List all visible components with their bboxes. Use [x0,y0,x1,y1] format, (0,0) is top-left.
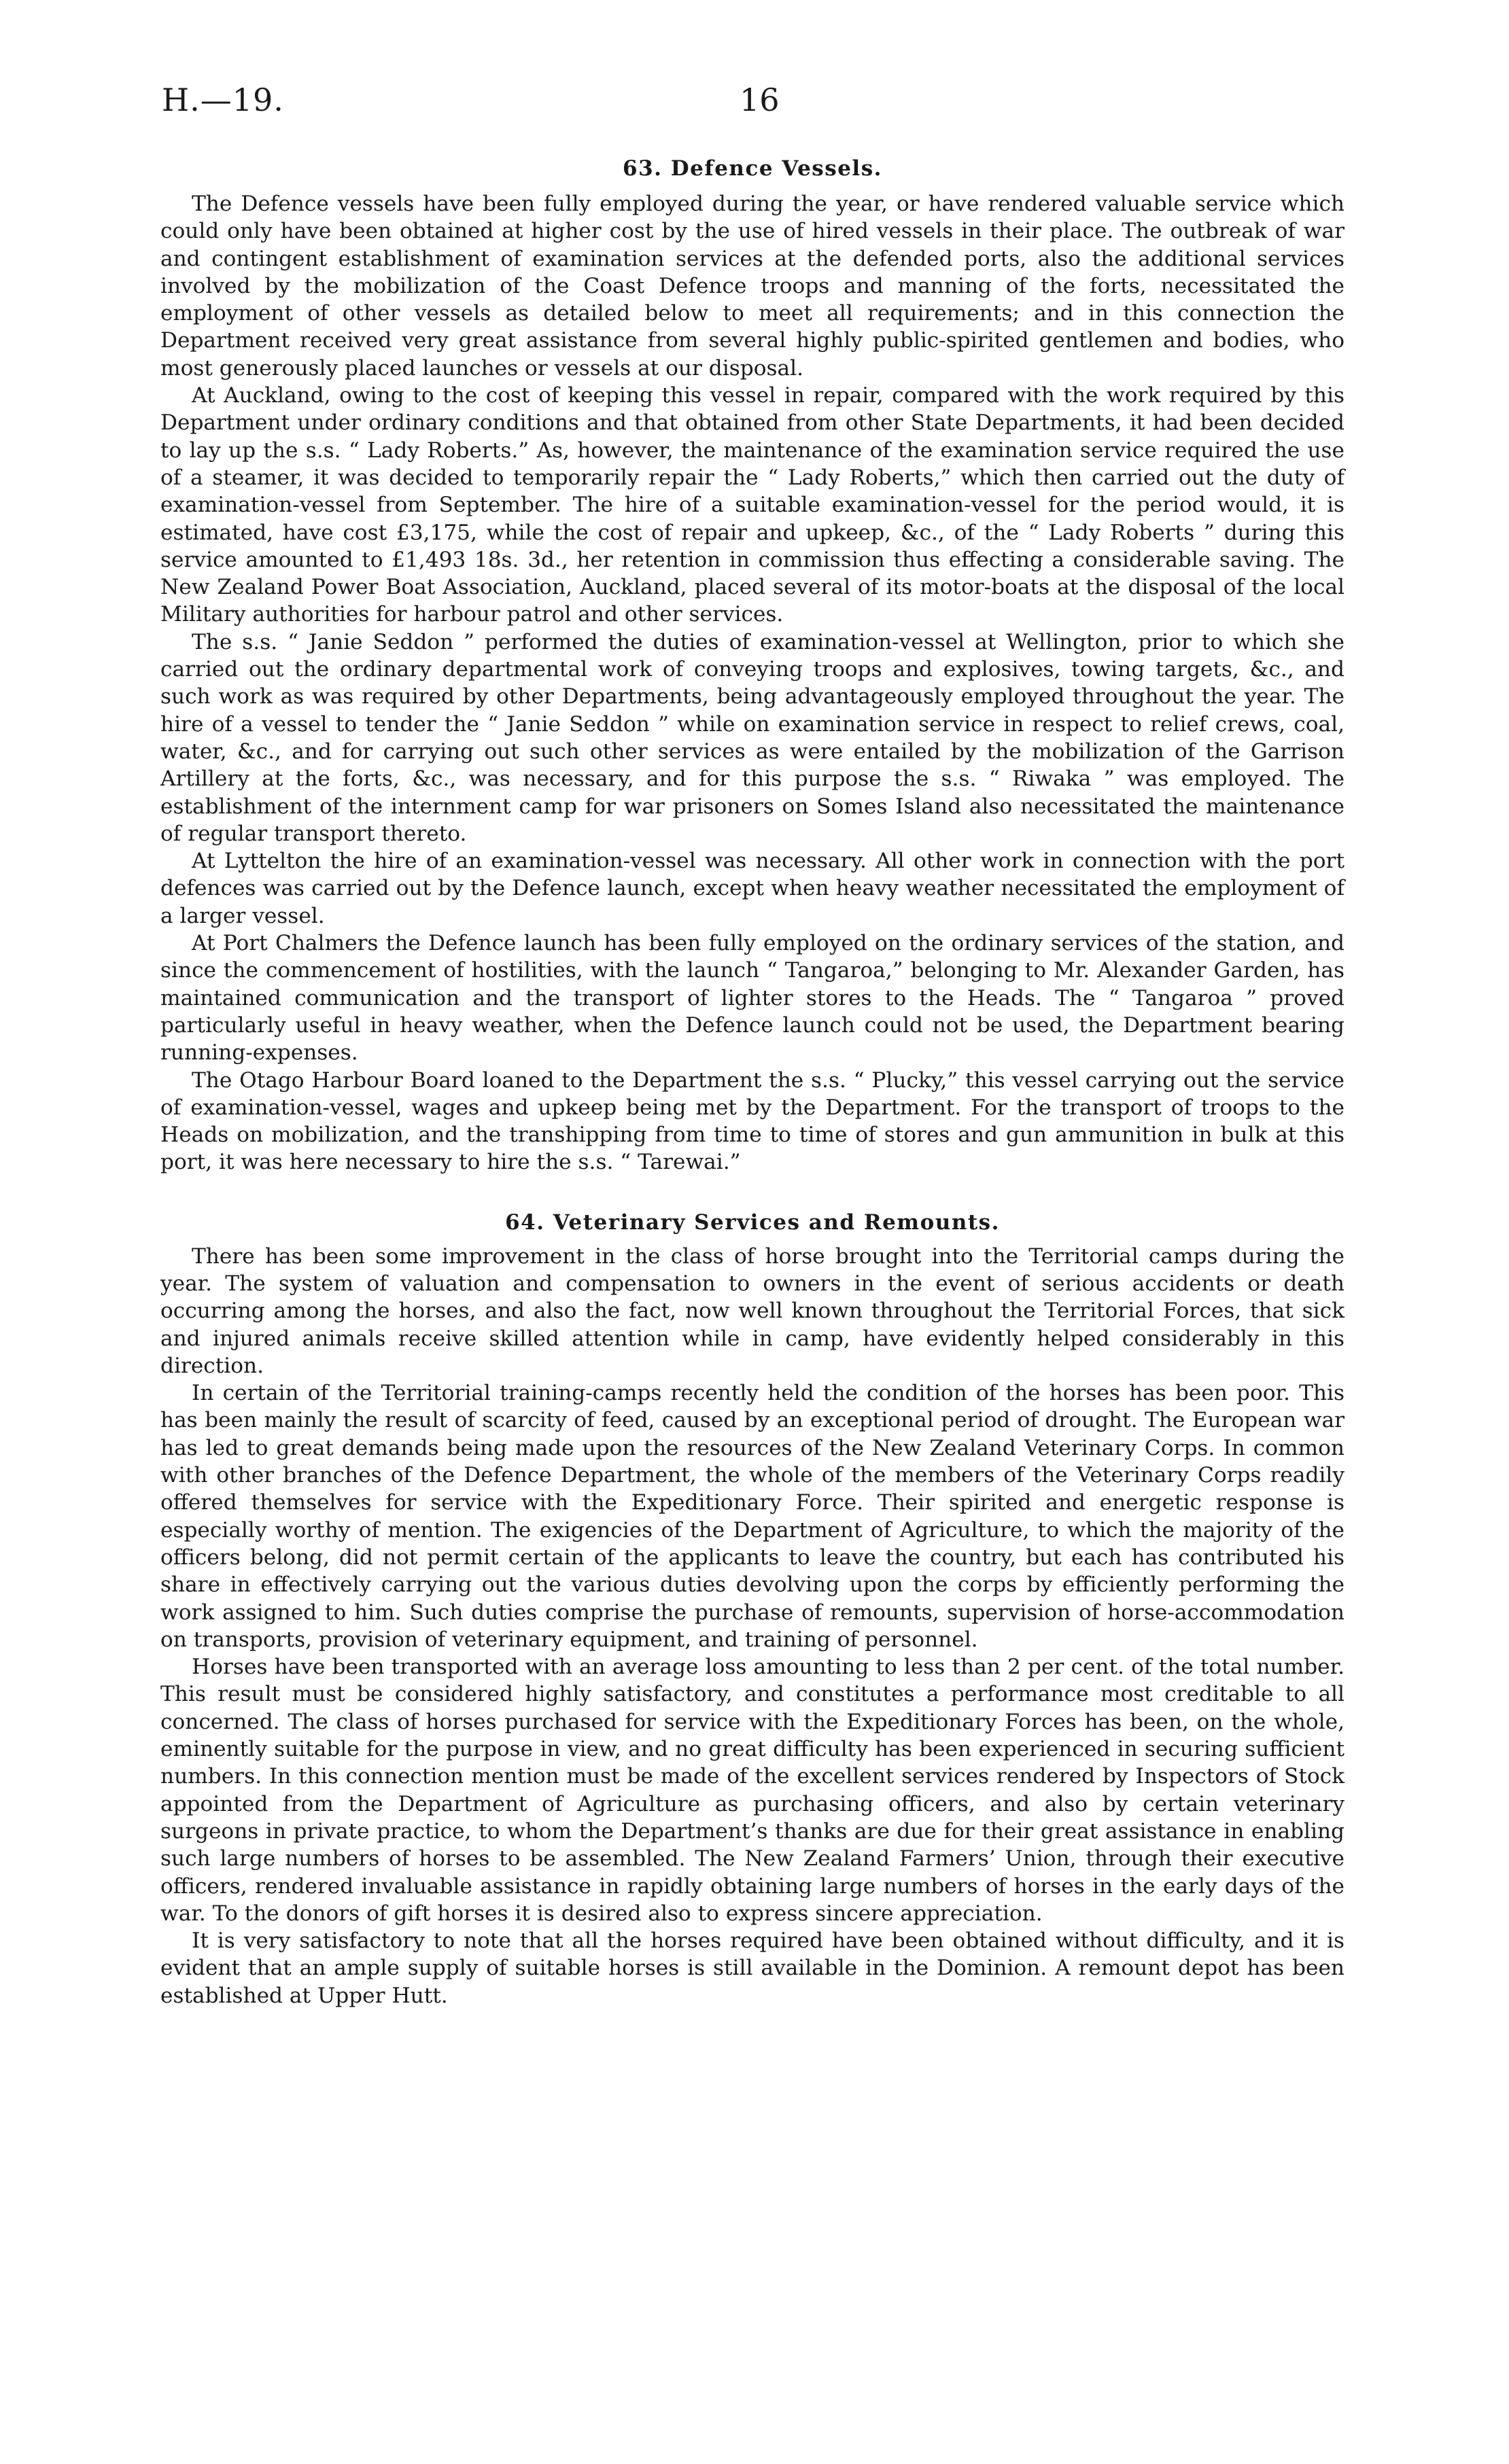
paragraph: At Port Chalmers the Defence launch has been fully employed on the ordinary services of the station, and since the commencement of hostilities, with the launch “ Tangaroa,” belonging to Mr. Alexander Garden, has maintained communication and the transport of lighter stores to the Heads. The “ Tangaroa ” proved particularly useful in heavy weather, when the Defence launch could not be used, the Department bearing running-expenses. [160,931,1345,1066]
section-heading: 63. Defence Vessels. [623,156,882,181]
paragraph: There has been some improvement in the class of horse brought into the Territorial camps during the year. The system of valuation and compensation to owners in the event of serious accidents or death occurring among the horses, and also the fact, now well known throughout the Territorial Forces, that sick and injured animals receive skilled attention while in camp, have evidently helped considerably in this direction. [160,1244,1345,1378]
paragraph: Horses have been transported with an average loss amounting to less than 2 per cent. of the total number. This result must be considered highly satisfactory, and constitutes a performance most creditable to all concerned. The class of horses purchased for service with the Expeditionary Forces has been, on the whole, eminently suitable for the purpose in view, and no great difficulty has been experienced in securing sufficient numbers. In this connection mention must be made of the excellent services rendered by Inspectors of Stock appointed from the Department of Agriculture as purchasing officers, and also by certain veterinary surgeons in private practice, to whom the Department’s thanks are due for their great assistance in enabling such large numbers of horses to be assembled. The New Zealand Farmers’ Union, through their executive officers, rendered invaluable assistance in rapidly obtaining large numbers of horses in the early days of the war. To the donors of gift horses it is desired also to express sincere appreciation. [160,1655,1345,1926]
paragraph: At Auckland, owing to the cost of keeping this vessel in repair, compared with the work required by this Department under ordinary conditions and that obtained from other State Departments, it had been decided to lay up the s.s. “ Lady Roberts.” As, however, the maintenance of the examination service required the use of a steamer, it was decided to temporarily repair the “ Lady Roberts,” which then carried out the duty of examination-vessel from September. The hire of a suitable examination-vessel for the period would, it is estimated, have cost £3,175, while the cost of repair and upkeep, &c., of the “ Lady Roberts ” during this service amounted to £1,493 18s. 3d., her retention in commission thus effecting a considerable saving. The New Zealand Power Boat Association, Auckland, placed several of its motor-boats at the disposal of the local Military authorities for harbour patrol and other services. [160,383,1345,627]
page-body [160,155,1345,2009]
paragraph: The s.s. “ Janie Seddon ” performed the duties of examination-vessel at Wellington, prior to which she carried out the ordinary departmental work of conveying troops and explosives, towing targets, &c., and such work as was required by other Departments, being advantageously employed throughout the year. The hire of a vessel to tender the “ Janie Seddon ” while on examination service in respect to relief crews, coal, water, &c., and for carrying out such other services as were entailed by the mobilization of the Garrison Artillery at the forts, &c., was necessary, and for this purpose the s.s. “ Riwaka ” was employed. The establishment of the internment camp for war prisoners on Somes Island also necessitated the maintenance of regular transport thereto. [160,629,1345,846]
page-header [162,82,1347,129]
paragraph: The Defence vessels have been fully employed during the year, or have rendered valuable service which could only have been obtained at higher cost by the use of hired vessels in their place. The outbreak of war and contingent establishment of examination services at the defended ports, also the additional services involved by the mobilization of the Coast Defence troops and manning of the forts, necessitated the employment of other vessels as detailed below to meet all requirements; and in this connection the Department received very great assistance from several highly public-spirited gentlemen and bodies, who most generously placed launches or vessels at our disposal. [160,192,1345,381]
section-heading: 64. Veterinary Services and Remounts. [505,1210,1000,1235]
paragraph: At Lyttelton the hire of an examination-vessel was necessary. All other work in connection with the port defences was carried out by the Defence launch, except when heavy weather necessitated the employment of a larger vessel. [160,849,1345,928]
section-defence-vessels [160,155,1345,1176]
page-number: 16 [740,82,780,118]
document-reference: H.—19. [162,82,284,118]
paragraph: The Otago Harbour Board loaned to the Department the s.s. “ Plucky,” this vessel carrying out the service of examination-vessel, wages and upkeep being met by the Department. For the transport of troops to the Heads on mobilization, and the transhipping from time to time of stores and gun ammunition in bulk at this port, it was here necessary to hire the s.s. “ Tarewai.” [160,1068,1345,1175]
paragraph: In certain of the Territorial training-camps recently held the condition of the horses has been poor. This has been mainly the result of scarcity of feed, caused by an exceptional period of drought. The European war has led to great demands being made upon the resources of the New Zealand Veterinary Corps. In common with other branches of the Defence Department, the whole of the members of the Veterinary Corps readily offered themselves for service with the Expeditionary Force. Their spirited and energetic response is especially worthy of mention. The exigencies of the Department of Agriculture, to which the majority of the officers belong, did not permit certain of the applicants to leave the country, but each has contributed his share in effectively carrying out the various duties devolving upon the corps by efficiently performing the work assigned to him. Such duties comprise the purchase of remounts, supervision of horse-accommodation on transports, provision of veterinary equipment, and training of personnel. [160,1381,1345,1652]
section-veterinary-services [160,1209,1345,2009]
paragraph: It is very satisfactory to note that all the horses required have been obtained without difficulty, and it is evident that an ample supply of suitable horses is still available in the Dominion. A remount depot has been established at Upper Hutt. [160,1929,1345,2008]
